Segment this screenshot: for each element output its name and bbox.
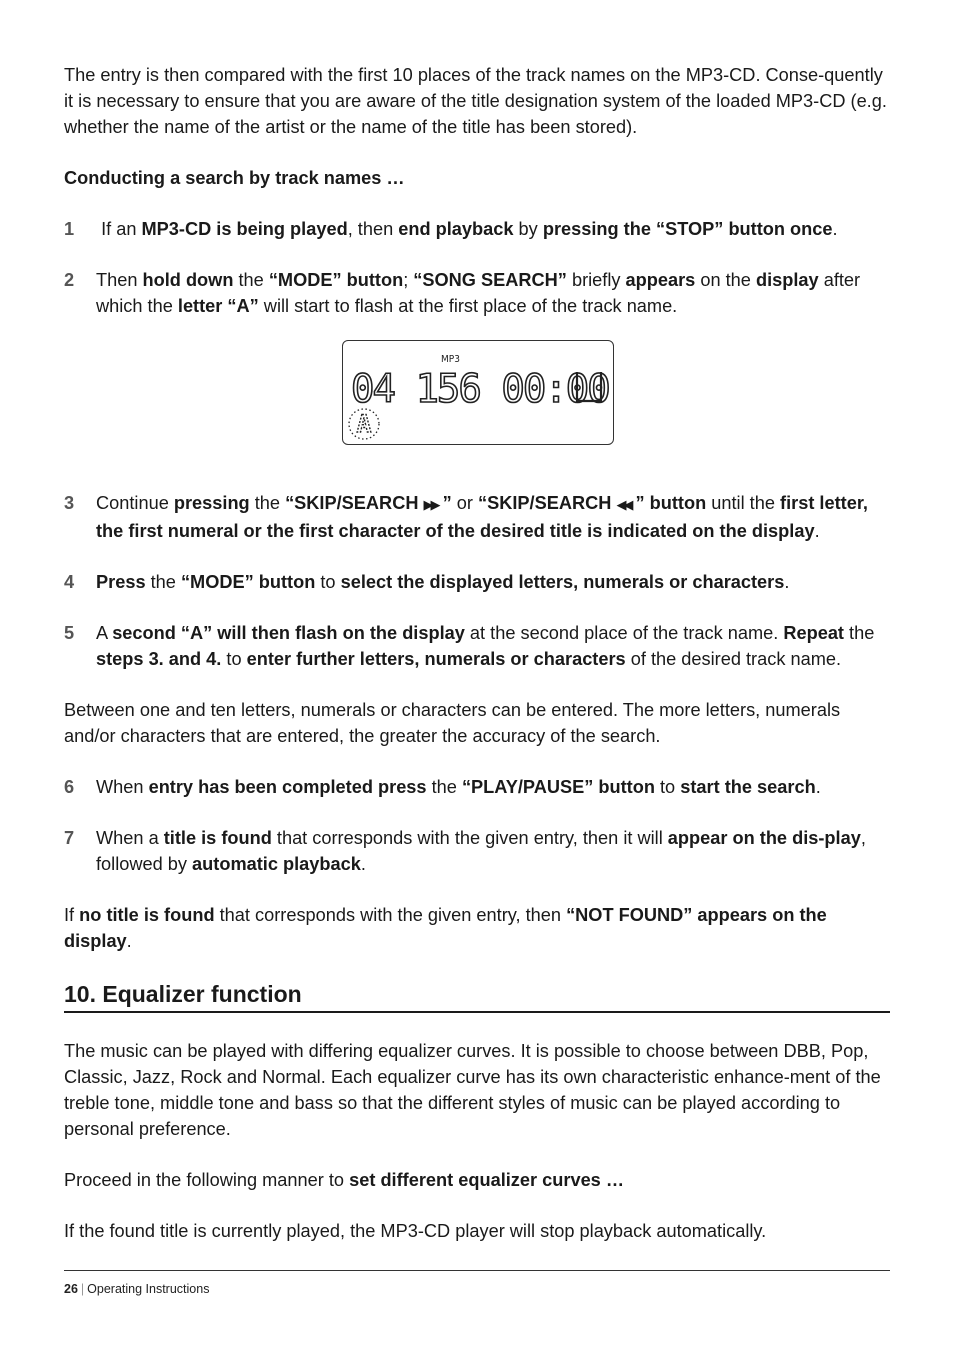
step-number: 2 <box>64 270 75 290</box>
step-number: 6 <box>64 777 75 797</box>
lcd-figure <box>64 340 890 470</box>
page-number: 26 <box>64 1282 78 1296</box>
step-3 <box>64 490 890 544</box>
flashing-letter: A <box>356 410 372 438</box>
step-text: A second “A” will then flash on the display at the second place of the track name. Repeat the steps 3. and 4. to enter further letters, numerals or characters of the desired track name. <box>96 623 875 669</box>
subheading: Conducting a search by track names … <box>64 168 405 188</box>
step-number: 1 <box>64 219 75 239</box>
between-paragraph: Between one and ten letters, numerals or characters can be entered. The more letters, numerals and/or characters that are entered, the greater the accuracy of the search. <box>64 700 841 746</box>
step-6 <box>64 774 890 800</box>
step-number: 3 <box>64 493 75 513</box>
step-4 <box>64 569 890 595</box>
step-text: If an MP3-CD is being played, then end playback by pressing the “STOP” button once. <box>101 219 838 239</box>
page-content <box>64 62 890 1269</box>
step-text: When entry has been completed press the “PLAY/PAUSE” button to start the search. <box>96 777 821 797</box>
section-title: 10. Equalizer function <box>64 979 890 1013</box>
step-text: Press the “MODE” button to select the displayed letters, numerals or characters. <box>96 572 790 592</box>
proceed-paragraph: Proceed in the following manner to set different equalizer curves … <box>64 1170 625 1190</box>
step-2 <box>64 267 890 319</box>
footer-separator: | <box>80 1282 85 1296</box>
mp3-indicator: MP3 <box>441 354 460 365</box>
footer <box>64 1282 209 1296</box>
step-1 <box>64 216 890 242</box>
equalizer-paragraph: The music can be played with differing equalizer curves. It is possible to choose between DBB, Pop, Classic, Jazz, Rock and Normal. Each equalizer curve has its own characteristic enhance-ment of the treble tone, middle tone and bass so that the different styles of music can be played according to personal preference. <box>64 1041 881 1139</box>
not-found-paragraph: If no title is found that corresponds with the given entry, then “NOT FOUND” appears on the display. <box>64 905 827 951</box>
lcd-readout: 04 156 00:00 <box>351 367 609 412</box>
step-text: Continue pressing the “SKIP/SEARCH ▶▶ ” or “SKIP/SEARCH ◀◀ ” button until the first letter, the first numeral or the first character of the desired title is indicated on the display. <box>96 493 868 541</box>
lcd-display <box>342 340 614 445</box>
skip-back-icon: ◀◀ <box>616 497 631 512</box>
step-number: 7 <box>64 828 75 848</box>
footer-divider <box>64 1270 890 1271</box>
last-paragraph: If the found title is currently played, the MP3-CD player will stop playback automatically. <box>64 1221 767 1241</box>
step-text: Then hold down the “MODE” button; “SONG SEARCH” briefly appears on the display after which the letter “A” will start to flash at the first place of the track name. <box>96 270 861 316</box>
footer-label: Operating Instructions <box>87 1282 210 1296</box>
step-number: 4 <box>64 572 75 592</box>
intro-paragraph: The entry is then compared with the first 10 places of the track names on the MP3-CD. Conse-quently it is necessary to ensure that you are aware of the title designation system of the loaded MP3-CD (e.g. whether the name of the artist or the name of the title has been stored). <box>64 65 887 137</box>
step-text: When a title is found that corresponds with the given entry, then it will appear on the dis-play, followed by automatic playback. <box>96 828 866 874</box>
skip-forward-icon: ▶▶ <box>423 497 438 512</box>
step-number: 5 <box>64 623 75 643</box>
step-5 <box>64 620 890 672</box>
step-7 <box>64 825 890 877</box>
